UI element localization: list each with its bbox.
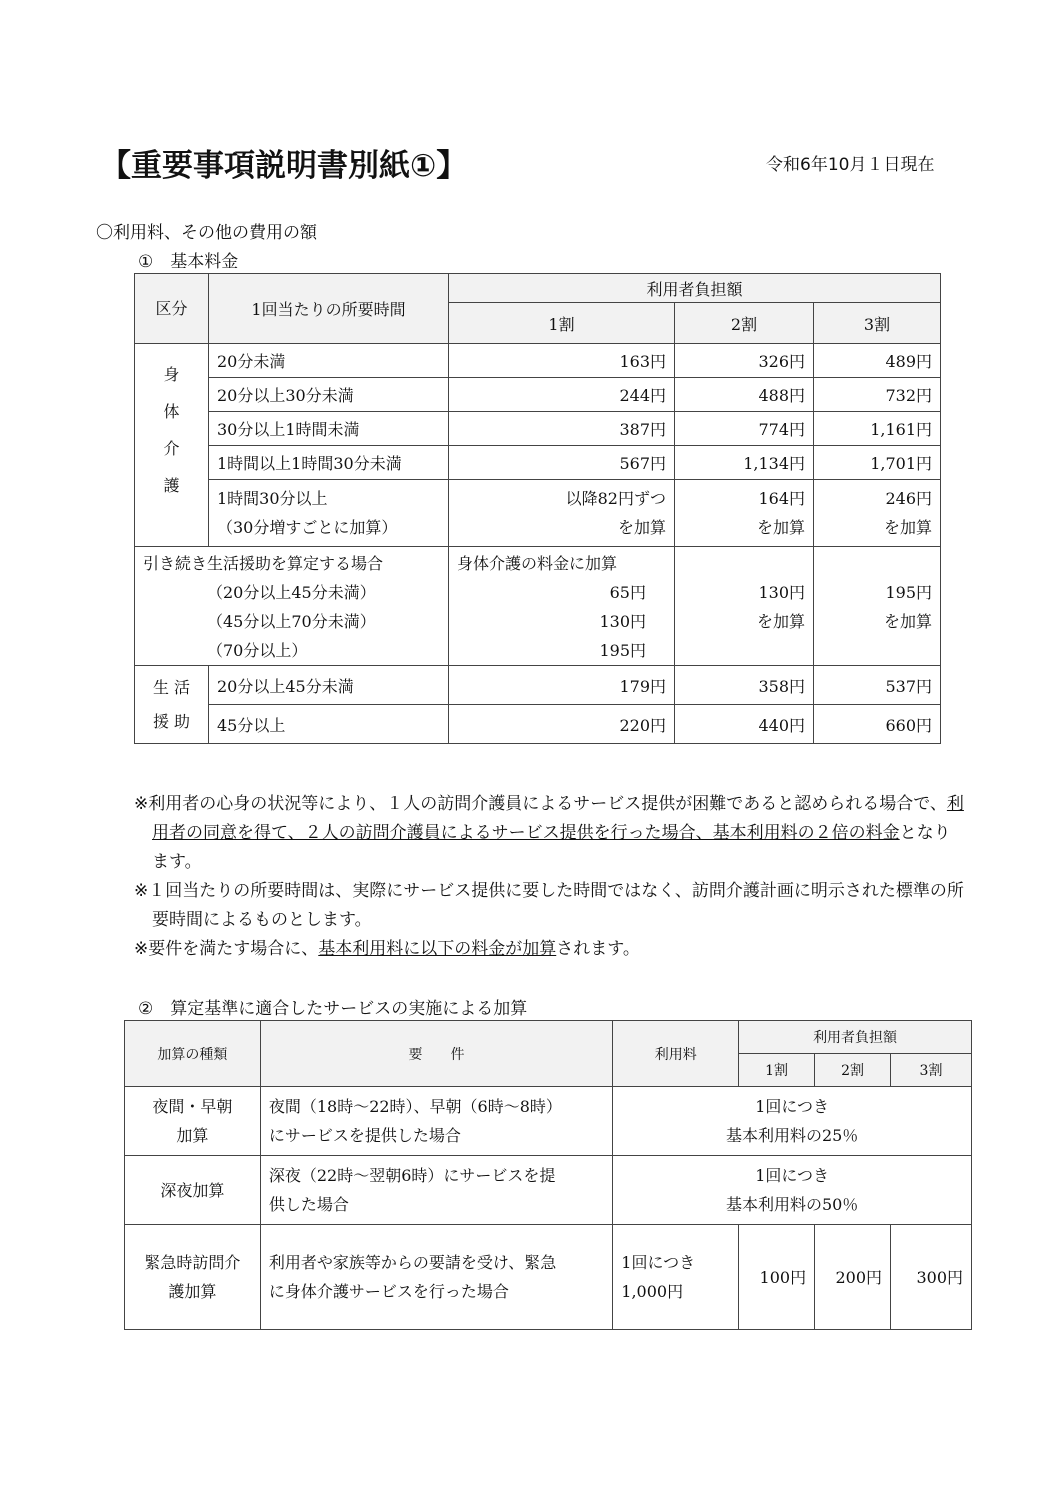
rate1: 244円 — [449, 378, 675, 412]
rate1: 567円 — [449, 446, 675, 480]
rate1: 以降82円ずつ を加算 — [449, 480, 675, 547]
rate3: 300円 — [891, 1225, 972, 1330]
rate3: 1,161円 — [814, 412, 941, 446]
header-rate1: 1割 — [449, 303, 675, 344]
table-row — [125, 1087, 972, 1156]
header-rate2: 2割 — [815, 1054, 891, 1087]
header-rate2: 2割 — [675, 303, 814, 344]
rate1: 387円 — [449, 412, 675, 446]
table-row — [135, 705, 941, 744]
header-type: 加算の種類 — [125, 1021, 261, 1087]
document-title: 【重要事項説明書別紙①】 — [100, 148, 468, 184]
duration: 20分以上45分未満 — [209, 666, 449, 705]
rate2: 488円 — [675, 378, 814, 412]
header-rate3: 3割 — [814, 303, 941, 344]
document-date: 令和6年10月１日現在 — [766, 155, 935, 175]
duration: 30分以上1時間未満 — [209, 412, 449, 446]
rate1: 163円 — [449, 344, 675, 378]
rate3: 732円 — [814, 378, 941, 412]
header-burden: 利用者負担額 — [739, 1021, 972, 1054]
rate3: 195円 を加算 — [814, 547, 941, 666]
addition-requirement: 夜間（18時～22時）、早朝（6時～8時） にサービスを提供した場合 — [260, 1087, 612, 1156]
rate2: 200円 — [815, 1225, 891, 1330]
additions-table — [124, 1020, 972, 1330]
duration: 20分以上30分未満 — [209, 378, 449, 412]
continued-label: 引き続き生活援助を算定する場合 （20分以上45分未満） （45分以上70分未満） （70分以上） — [135, 547, 449, 666]
table-row — [135, 547, 941, 666]
addition-fee: 1回につき 基本利用料の50％ — [613, 1156, 972, 1225]
duration: 1時間30分以上 （30分増すごとに加算） — [209, 480, 449, 547]
rate1: 身体介護の料金に加算 65円 130円 195円 — [449, 547, 675, 666]
table-row — [135, 412, 941, 446]
header-rate3: 3割 — [891, 1054, 972, 1087]
header-rate1: 1割 — [739, 1054, 815, 1087]
living-support-label: 生 活 援 助 — [135, 666, 209, 744]
rate3: 1,701円 — [814, 446, 941, 480]
table-header-row — [135, 274, 941, 303]
header-requirement: 要 件 — [260, 1021, 612, 1087]
rate2: 326円 — [675, 344, 814, 378]
addition-fee: 1回につき 1,000円 — [613, 1225, 739, 1330]
rate2: 1,134円 — [675, 446, 814, 480]
addition-fee: 1回につき 基本利用料の25％ — [613, 1087, 972, 1156]
table-row — [125, 1225, 972, 1330]
physical-care-label: 身 体 介 護 — [135, 344, 209, 547]
header-burden: 利用者負担額 — [449, 274, 941, 303]
rate1: 220円 — [449, 705, 675, 744]
rate3: 246円 を加算 — [814, 480, 941, 547]
duration: 20分未満 — [209, 344, 449, 378]
section-title: 〇利用料、その他の費用の額 — [96, 223, 317, 243]
basic-fee-heading: ① 基本料金 — [138, 252, 239, 272]
rate1: 179円 — [449, 666, 675, 705]
addition-requirement: 深夜（22時～翌朝6時）にサービスを提 供した場合 — [260, 1156, 612, 1225]
basic-fee-table — [134, 273, 941, 744]
rate3: 660円 — [814, 705, 941, 744]
rate2: 130円 を加算 — [675, 547, 814, 666]
addition-type: 深夜加算 — [125, 1156, 261, 1225]
header-category: 区分 — [135, 274, 209, 344]
note-3: ※要件を満たす場合に、基本利用料に以下の料金が加算されます。 — [134, 939, 640, 959]
addition-requirement: 利用者や家族等からの要請を受け、緊急 に身体介護サービスを行った場合 — [260, 1225, 612, 1330]
table-row — [135, 446, 941, 480]
duration: 1時間以上1時間30分未満 — [209, 446, 449, 480]
rate2: 440円 — [675, 705, 814, 744]
addition-type: 夜間・早朝 加算 — [125, 1087, 261, 1156]
additions-heading: ② 算定基準に適合したサービスの実施による加算 — [138, 999, 528, 1019]
table-row — [135, 480, 941, 547]
table-row — [135, 378, 941, 412]
note-1: ※利用者の心身の状況等により、１人の訪問介護員によるサービス提供が困難であると認められる場合で、利用者の同意を得て、２人の訪問介護員によるサービス提供を行った場合、基本利用料の２倍の料金となります。 — [134, 794, 964, 872]
addition-type: 緊急時訪問介 護加算 — [125, 1225, 261, 1330]
table-header-row — [125, 1021, 972, 1054]
duration: 45分以上 — [209, 705, 449, 744]
rate3: 537円 — [814, 666, 941, 705]
rate1: 100円 — [739, 1225, 815, 1330]
notes — [134, 790, 964, 964]
table-row — [135, 666, 941, 705]
note-2: ※１回当たりの所要時間は、実際にサービス提供に要した時間ではなく、訪問介護計画に明示された標準の所要時間によるものとします。 — [134, 881, 964, 930]
header-fee: 利用料 — [613, 1021, 739, 1087]
header-duration: 1回当たりの所要時間 — [209, 274, 449, 344]
rate2: 774円 — [675, 412, 814, 446]
rate2: 164円 を加算 — [675, 480, 814, 547]
rate2: 358円 — [675, 666, 814, 705]
table-row — [125, 1156, 972, 1225]
table-row — [135, 344, 941, 378]
rate3: 489円 — [814, 344, 941, 378]
